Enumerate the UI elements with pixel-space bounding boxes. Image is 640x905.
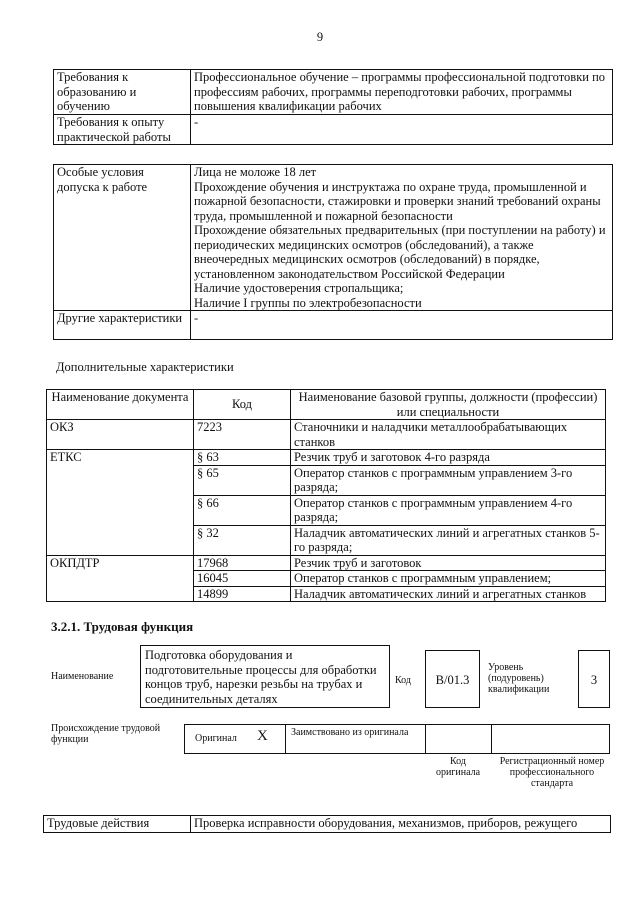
table-row (54, 115, 613, 145)
condition-item: Лица не моложе 18 лет (194, 165, 317, 179)
header-name: Наименование базовой группы, должности (профессии) или специальности (291, 390, 606, 420)
condition-item: Прохождение обязательных предварительных (при поступлении на работу) и периодических медицинских осмотров (обследований), а также внеочередных медицинских осмотров (обследований) в порядке, установленном законодательством Российской Федерации (194, 223, 606, 281)
additional-heading: Дополнительные характеристики (56, 360, 234, 374)
table-row (47, 450, 606, 466)
origin-label: Происхождение трудовой функции (51, 723, 161, 745)
experience-value: - (191, 115, 613, 145)
function-name: Подготовка оборудования и подготовительные процессы для обработки концов труб, нарезки резьбы на трубах и соединительных деталях (145, 648, 377, 706)
code-original-label: Код оригинала (435, 756, 481, 778)
experience-label: Требования к опыту практической работы (54, 115, 191, 145)
header-code: Код (194, 390, 291, 420)
table-row (54, 70, 613, 115)
header-document: Наименование документа (47, 390, 194, 420)
condition-item: Прохождение обучения и инструктажа по охране труда, промышленной и пожарной безопасности, стажировки и проверки знаний требований охраны труда, промышленной и пожарной безопасности (194, 179, 601, 223)
reg-number-label: Регистрационный номер профессионального стандарта (499, 756, 605, 789)
other-value: - (191, 311, 613, 340)
function-code-box (425, 650, 480, 708)
doc-cell: ОКЗ (47, 420, 194, 450)
page-number: 9 (316, 30, 324, 44)
table-row (44, 816, 611, 833)
origin-divider (285, 725, 286, 753)
doc-cell: ЕТКС (47, 450, 194, 556)
name-cell: Резчик труб и заготовок (291, 555, 606, 571)
original-mark: X (257, 728, 268, 744)
code-cell: 14899 (194, 586, 291, 602)
function-name-box (140, 645, 390, 708)
education-value: Профессиональное обучение – программы профессиональной подготовки по профессиям рабочих, программы переподготовки рабочих, программы повышения квалификации рабочих (191, 70, 613, 115)
function-heading: 3.2.1. Трудовая функция (51, 619, 194, 634)
name-cell: Оператор станков с программным управлением 4-го разряда; (291, 495, 606, 525)
level-value: 3 (590, 673, 598, 687)
doc-cell: ОКПДТР (47, 555, 194, 602)
actions-label: Трудовые действия (44, 816, 191, 833)
origin-divider (491, 725, 492, 753)
condition-item: Наличие I группы по электробезопасности (194, 295, 422, 310)
name-cell: Станочники и наладчики металлообрабатывающих станков (291, 420, 606, 450)
name-cell: Резчик труб и заготовок 4-го разряда (291, 450, 606, 466)
name-cell: Оператор станков с программным управлением 3-го разряда; (291, 465, 606, 495)
level-label: Уровень (подуровень) квалификации (488, 662, 550, 695)
actions-table (43, 815, 611, 833)
origin-divider (425, 725, 426, 753)
conditions-table (53, 164, 613, 340)
table-row (47, 555, 606, 571)
code-cell: § 63 (194, 450, 291, 466)
name-cell: Оператор станков с программным управлением; (291, 571, 606, 587)
education-label: Требования к образованию и обучению (54, 70, 191, 115)
origin-box (184, 724, 610, 754)
original-label: Оригинал (195, 733, 237, 744)
level-box (578, 650, 610, 708)
condition-item: Наличие удостоверения стропальщика; (194, 281, 404, 295)
table-row (54, 311, 613, 340)
name-cell: Наладчик автоматических линий и агрегатных станков 5-го разряда; (291, 525, 606, 555)
table-row (47, 420, 606, 450)
table-row (54, 165, 613, 311)
code-cell: § 32 (194, 525, 291, 555)
code-cell: § 65 (194, 465, 291, 495)
code-cell: 17968 (194, 555, 291, 571)
actions-value: Проверка исправности оборудования, механизмов, приборов, режущего (191, 816, 611, 833)
code-cell: § 66 (194, 495, 291, 525)
code-cell: 16045 (194, 571, 291, 587)
conditions-value (191, 165, 613, 311)
name-label: Наименование (51, 671, 114, 682)
additional-table (46, 389, 606, 602)
requirements-table (53, 69, 613, 145)
name-cell: Наладчик автоматических линий и агрегатных станков (291, 586, 606, 602)
other-label: Другие характеристики (54, 311, 191, 340)
code-cell: 7223 (194, 420, 291, 450)
table-row (47, 390, 606, 420)
code-label: Код (395, 675, 411, 686)
function-code: B/01.3 (435, 673, 470, 687)
borrowed-label: Заимствовано из оригинала (291, 727, 409, 738)
conditions-label: Особые условия допуска к работе (54, 165, 191, 311)
